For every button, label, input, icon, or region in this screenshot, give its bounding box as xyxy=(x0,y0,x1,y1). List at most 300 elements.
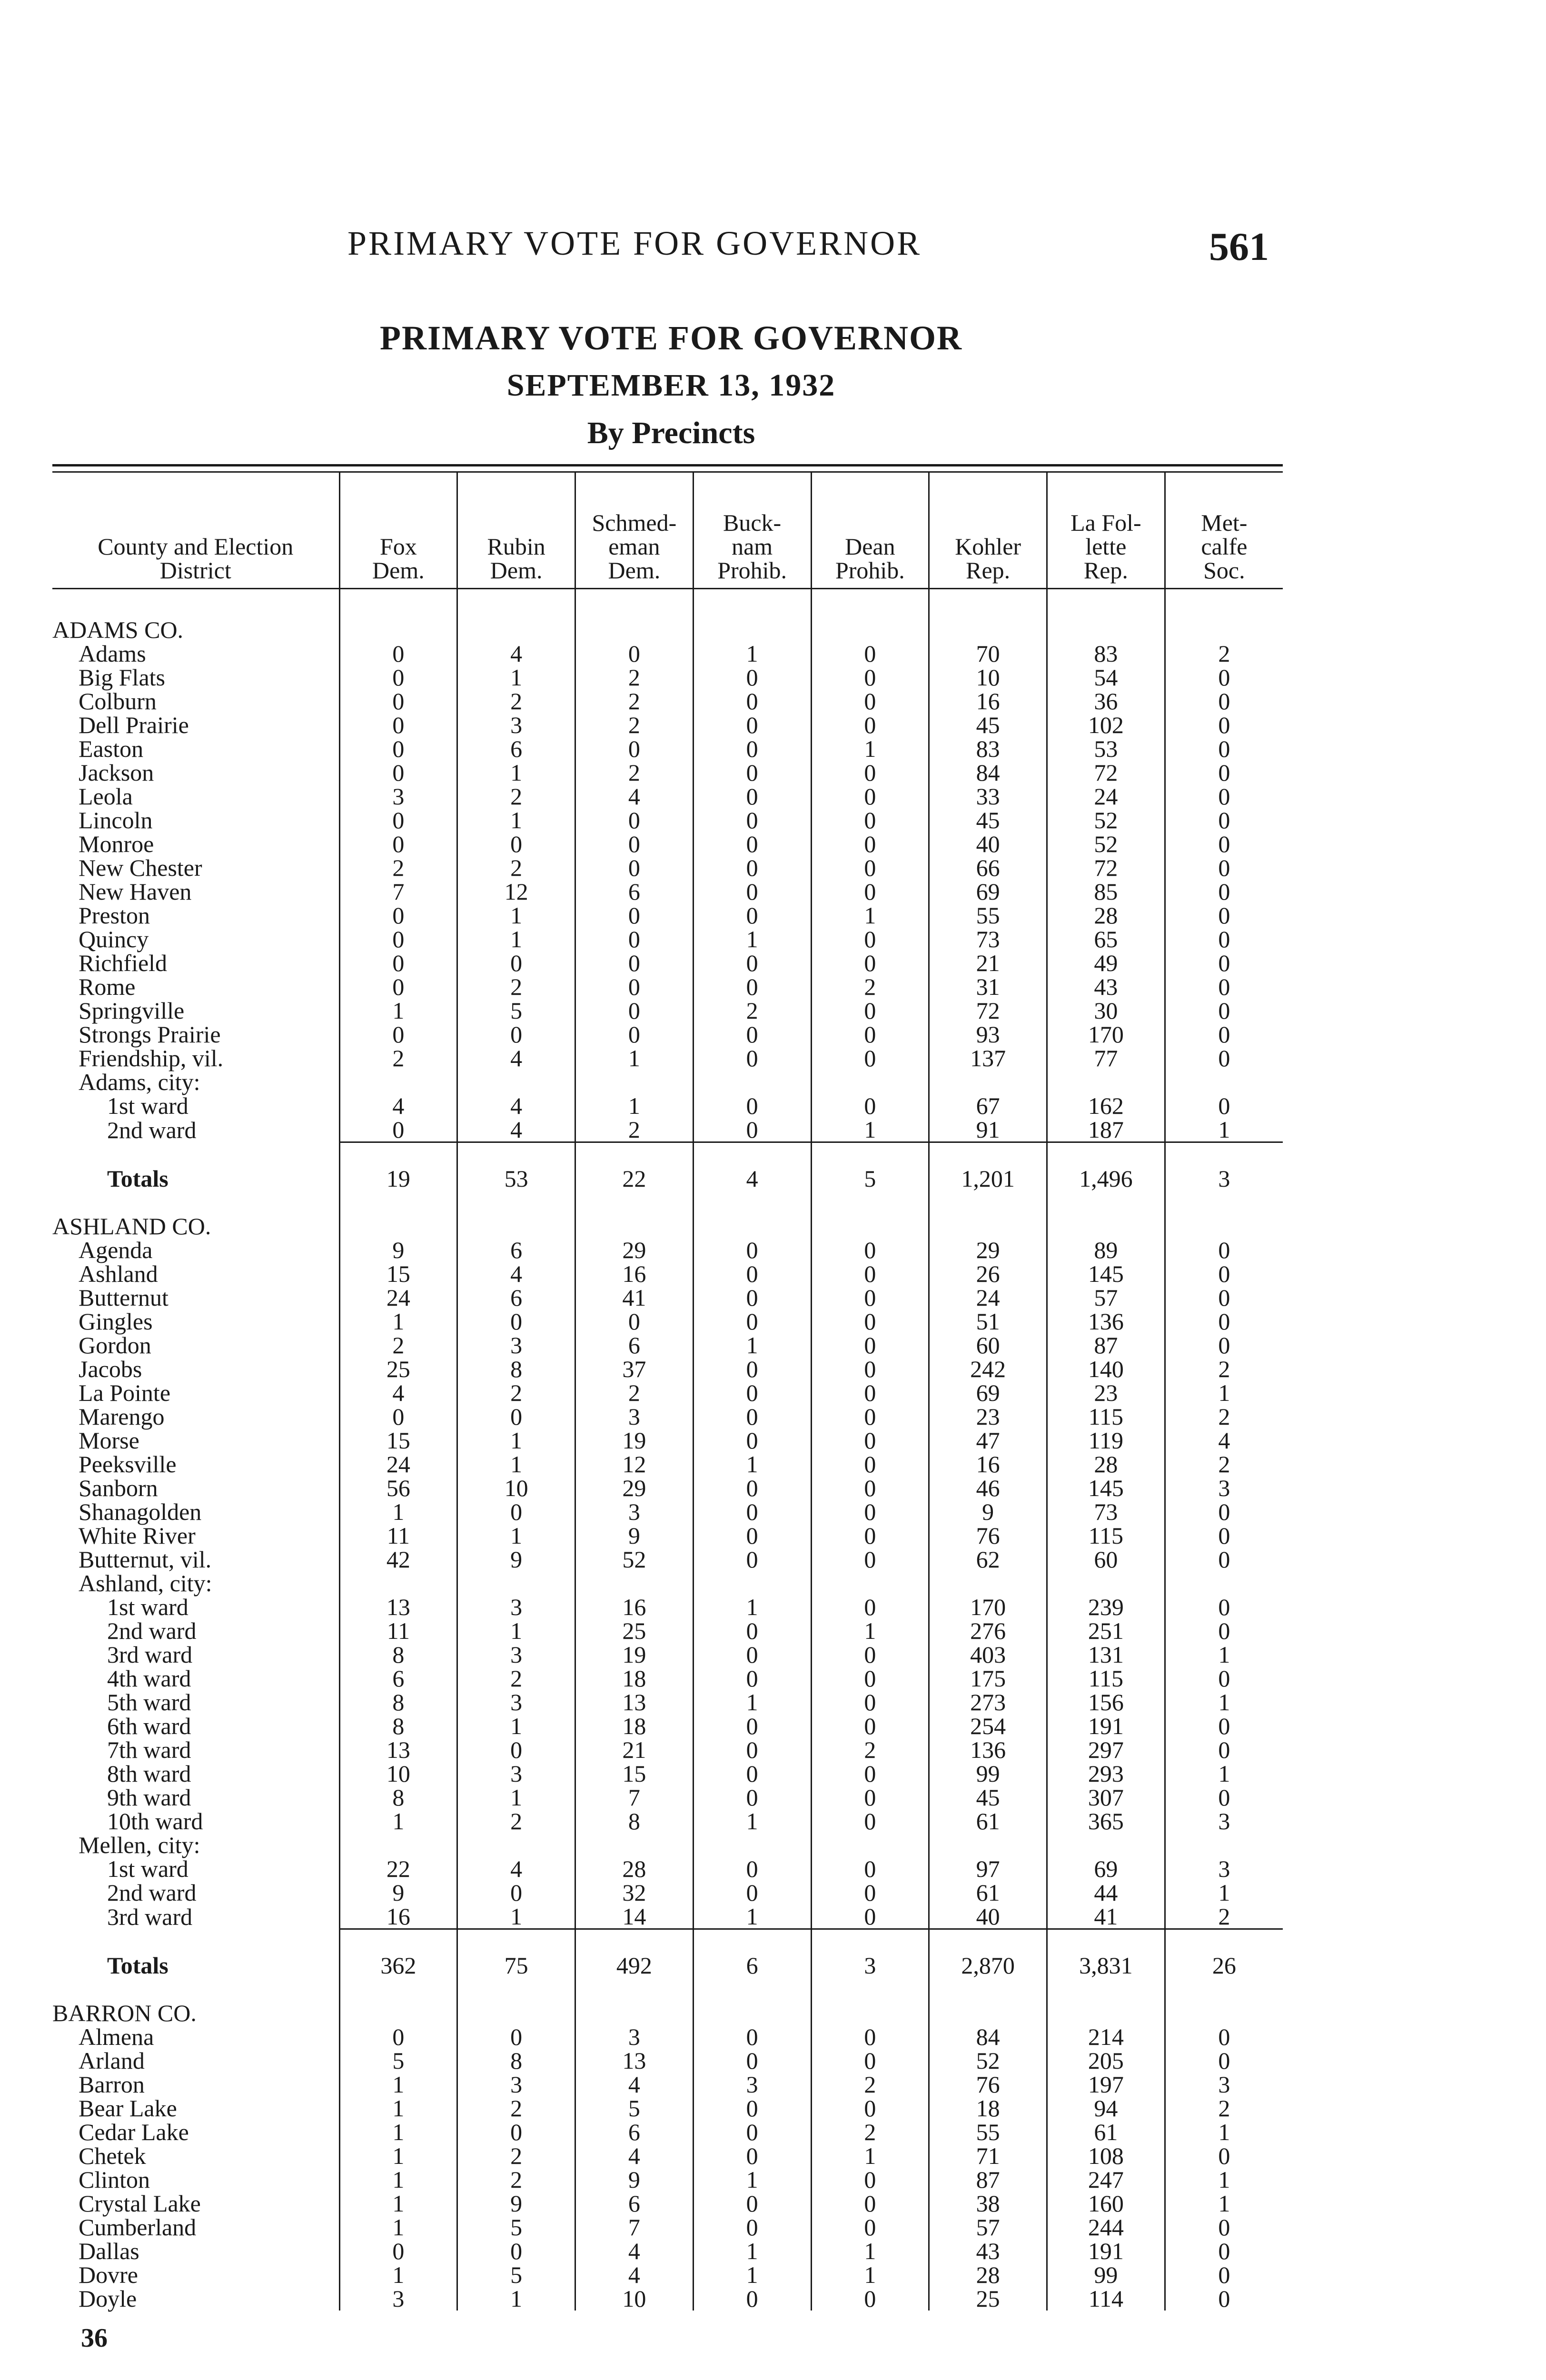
vote-cell: 72 xyxy=(1047,761,1165,784)
vote-cell xyxy=(1047,1833,1165,1857)
vote-cell: 0 xyxy=(693,1262,811,1286)
vote-cell: 13 xyxy=(339,1738,457,1762)
column-header-line: Dem. xyxy=(490,557,543,584)
vote-cell: 52 xyxy=(1047,808,1165,832)
vote-cell: 2 xyxy=(575,761,694,784)
vote-cell: 0 xyxy=(811,1524,929,1547)
table-row xyxy=(52,1809,1283,1833)
vote-cell: 0 xyxy=(811,1714,929,1738)
vote-cell: 170 xyxy=(929,1595,1047,1619)
vote-cell: 2,870 xyxy=(929,1949,1047,1982)
vote-cell: 8 xyxy=(457,1357,575,1381)
table-row xyxy=(52,999,1283,1022)
vote-cell: 28 xyxy=(1047,903,1165,927)
vote-cell: 0 xyxy=(693,1046,811,1070)
vote-cell: 57 xyxy=(929,2215,1047,2239)
vote-cell: 9 xyxy=(339,1881,457,1904)
vote-cell: 0 xyxy=(457,1738,575,1762)
vote-cell: 4 xyxy=(575,784,694,808)
vote-cell: 7 xyxy=(575,2215,694,2239)
table-row xyxy=(52,1714,1283,1738)
vote-cell xyxy=(575,618,694,642)
vote-cell xyxy=(339,1070,457,1094)
vote-cell: 140 xyxy=(1047,1357,1165,1381)
vote-cell: 4 xyxy=(457,1094,575,1118)
spacer-row xyxy=(52,589,1283,618)
district-name: Easton xyxy=(79,735,144,762)
vote-cell: 8 xyxy=(339,1714,457,1738)
vote-cell: 2 xyxy=(339,1333,457,1357)
vote-cell: 145 xyxy=(1047,1262,1165,1286)
vote-cell: 0 xyxy=(693,2096,811,2120)
vote-cell: 44 xyxy=(1047,1881,1165,1904)
vote-cell: 76 xyxy=(929,1524,1047,1547)
vote-cell: 16 xyxy=(929,689,1047,713)
vote-cell: 0 xyxy=(1165,689,1283,713)
vote-cell: 0 xyxy=(811,1476,929,1500)
running-title: PRIMARY VOTE FOR GOVERNOR xyxy=(347,224,922,262)
vote-cell: 162 xyxy=(1047,1094,1165,1118)
vote-cell: 75 xyxy=(457,1949,575,1982)
column-header-line: nam xyxy=(732,533,773,560)
spacer-row xyxy=(52,1929,1283,1949)
district-name: Gordon xyxy=(79,1332,151,1359)
district-name: Gingles xyxy=(79,1308,153,1335)
table-row xyxy=(52,1476,1283,1500)
table-row xyxy=(52,1643,1283,1666)
vote-cell: 1 xyxy=(693,2263,811,2287)
document-date: SEPTEMBER 13, 1932 xyxy=(506,368,836,403)
vote-cell: 14 xyxy=(575,1904,694,1929)
district-name: 3rd ward xyxy=(107,1641,193,1668)
vote-cell: 0 xyxy=(457,1405,575,1428)
vote-cell xyxy=(929,1571,1047,1595)
vote-cell: 0 xyxy=(339,642,457,665)
vote-cell: 84 xyxy=(929,761,1047,784)
vote-cell: 6 xyxy=(457,1238,575,1262)
table-row xyxy=(52,1666,1283,1690)
vote-cell: 102 xyxy=(1047,713,1165,737)
district-name: Crystal Lake xyxy=(79,2190,201,2217)
vote-cell: 1 xyxy=(811,1619,929,1643)
table-row xyxy=(52,2287,1283,2311)
vote-cell: 0 xyxy=(1165,1595,1283,1619)
vote-cell: 1 xyxy=(693,1333,811,1357)
vote-cell: 403 xyxy=(929,1643,1047,1666)
vote-cell: 0 xyxy=(1165,1714,1283,1738)
vote-cell: 0 xyxy=(339,713,457,737)
table-row xyxy=(52,1286,1283,1309)
vote-cell: 1 xyxy=(693,2239,811,2263)
vote-cell: 0 xyxy=(1165,832,1283,856)
vote-cell: 115 xyxy=(1047,1524,1165,1547)
vote-cell: 0 xyxy=(811,927,929,951)
vote-cell: 136 xyxy=(1047,1309,1165,1333)
vote-cell xyxy=(929,1214,1047,1238)
vote-cell: 145 xyxy=(1047,1476,1165,1500)
vote-cell: 119 xyxy=(1047,1428,1165,1452)
vote-cell: 0 xyxy=(693,1524,811,1547)
vote-cell: 97 xyxy=(929,1857,1047,1881)
vote-cell: 4 xyxy=(575,2263,694,2287)
vote-cell: 7 xyxy=(575,1785,694,1809)
column-header-candidate xyxy=(575,473,694,589)
vote-cell: 1 xyxy=(693,642,811,665)
vote-cell: 4 xyxy=(575,2073,694,2096)
vote-cell xyxy=(457,1833,575,1857)
vote-cell: 1 xyxy=(339,2096,457,2120)
vote-cell: 0 xyxy=(693,1738,811,1762)
table-row xyxy=(52,1881,1283,1904)
vote-cell: 1 xyxy=(811,737,929,761)
vote-cell xyxy=(693,1833,811,1857)
vote-cell: 0 xyxy=(693,737,811,761)
vote-cell: 9 xyxy=(457,1547,575,1571)
vote-cell: 4 xyxy=(457,1857,575,1881)
vote-cell: 191 xyxy=(1047,1714,1165,1738)
vote-cell: 214 xyxy=(1047,2025,1165,2049)
district-name: Richfield xyxy=(79,950,168,976)
table-row xyxy=(52,903,1283,927)
vote-cell xyxy=(693,1195,811,1214)
column-header-candidate xyxy=(693,473,811,589)
district-name: Morse xyxy=(79,1427,139,1454)
vote-cell: 0 xyxy=(339,951,457,975)
table-header-row xyxy=(52,473,1283,589)
vote-cell xyxy=(929,2001,1047,2025)
vote-cell xyxy=(457,2001,575,2025)
vote-cell xyxy=(1047,1982,1165,2001)
vote-cell: 137 xyxy=(929,1046,1047,1070)
vote-cell: 4 xyxy=(575,2144,694,2168)
vote-cell: 3 xyxy=(457,1595,575,1619)
vote-cell: 0 xyxy=(811,1904,929,1929)
vote-cell: 0 xyxy=(811,808,929,832)
vote-cell: 0 xyxy=(339,737,457,761)
vote-cell: 1 xyxy=(457,1524,575,1547)
vote-cell: 0 xyxy=(693,856,811,880)
vote-cell: 3 xyxy=(575,2025,694,2049)
vote-cell xyxy=(1047,589,1165,618)
vote-cell: 4 xyxy=(693,1162,811,1195)
vote-cell: 16 xyxy=(575,1262,694,1286)
vote-cell: 187 xyxy=(1047,1118,1165,1142)
table-row xyxy=(52,1785,1283,1809)
column-header-candidate xyxy=(929,473,1047,589)
vote-cell: 0 xyxy=(693,665,811,689)
vote-cell: 1 xyxy=(339,2120,457,2144)
vote-cell: 0 xyxy=(457,1500,575,1524)
vote-cell: 0 xyxy=(693,1286,811,1309)
district-name: New Haven xyxy=(79,878,192,905)
vote-cell: 1 xyxy=(1165,1690,1283,1714)
vote-cell xyxy=(1047,1214,1165,1238)
vote-cell xyxy=(575,1214,694,1238)
district-name: 1st ward xyxy=(107,1092,188,1119)
table-row xyxy=(52,665,1283,689)
vote-cell: 1 xyxy=(339,2073,457,2096)
vote-cell xyxy=(811,1929,929,1949)
vote-cell: 91 xyxy=(929,1118,1047,1142)
table-row xyxy=(52,1094,1283,1118)
vote-cell: 4 xyxy=(1165,1428,1283,1452)
vote-cell: 8 xyxy=(457,2049,575,2073)
table-row xyxy=(52,2215,1283,2239)
vote-cell: 67 xyxy=(929,1094,1047,1118)
vote-cell: 4 xyxy=(575,2239,694,2263)
vote-cell: 131 xyxy=(1047,1643,1165,1666)
vote-cell: 51 xyxy=(929,1309,1047,1333)
vote-cell: 0 xyxy=(811,1333,929,1357)
district-name: 4th ward xyxy=(107,1665,191,1692)
column-header-line: lette xyxy=(1085,533,1127,560)
table-row xyxy=(52,2049,1283,2073)
page-number: 561 xyxy=(1209,225,1269,269)
vote-cell: 0 xyxy=(693,1357,811,1381)
vote-cell: 0 xyxy=(1165,927,1283,951)
vote-cell: 0 xyxy=(1165,1022,1283,1046)
column-header-line: Dem. xyxy=(372,557,425,584)
vote-cell: 2 xyxy=(457,784,575,808)
county-header-row xyxy=(52,2001,1283,2025)
vote-cell: 22 xyxy=(339,1857,457,1881)
vote-cell: 0 xyxy=(457,1022,575,1046)
vote-cell: 0 xyxy=(693,1022,811,1046)
vote-cell: 307 xyxy=(1047,1785,1165,1809)
vote-cell: 0 xyxy=(693,1094,811,1118)
vote-cell: 0 xyxy=(811,1094,929,1118)
vote-cell: 0 xyxy=(1165,2239,1283,2263)
vote-cell: 0 xyxy=(693,2025,811,2049)
vote-cell xyxy=(811,589,929,618)
vote-cell: 8 xyxy=(339,1690,457,1714)
vote-cell: 5 xyxy=(457,999,575,1022)
vote-cell: 0 xyxy=(811,1881,929,1904)
vote-cell: 1 xyxy=(693,1690,811,1714)
vote-cell: 13 xyxy=(575,1690,694,1714)
vote-cell: 60 xyxy=(1047,1547,1165,1571)
vote-cell: 53 xyxy=(457,1162,575,1195)
table-row xyxy=(52,1833,1283,1857)
vote-cell: 2 xyxy=(811,2073,929,2096)
vote-cell xyxy=(811,1195,929,1214)
vote-cell: 0 xyxy=(811,2215,929,2239)
district-name: Arland xyxy=(79,2047,145,2074)
vote-cell: 18 xyxy=(575,1714,694,1738)
vote-cell: 0 xyxy=(811,880,929,903)
table-row xyxy=(52,1595,1283,1619)
district-name: Almena xyxy=(79,2023,154,2050)
vote-cell: 0 xyxy=(811,1238,929,1262)
vote-cell: 1 xyxy=(811,2263,929,2287)
vote-cell: 8 xyxy=(575,1809,694,1833)
spacer-row xyxy=(52,1142,1283,1162)
vote-cell: 31 xyxy=(929,975,1047,999)
vote-cell: 1 xyxy=(693,1904,811,1929)
vote-cell: 46 xyxy=(929,1476,1047,1500)
district-name: New Chester xyxy=(79,854,202,881)
table-row xyxy=(52,1904,1283,1929)
vote-cell: 0 xyxy=(1165,856,1283,880)
vote-cell: 0 xyxy=(693,1118,811,1142)
table-row xyxy=(52,2263,1283,2287)
vote-cell: 0 xyxy=(457,1881,575,1904)
district-name: Strongs Prairie xyxy=(79,1021,221,1048)
district-name: Cedar Lake xyxy=(79,2119,189,2145)
table-row xyxy=(52,2025,1283,2049)
vote-cell: 6 xyxy=(339,1666,457,1690)
vote-cell xyxy=(1165,618,1283,642)
vote-cell: 28 xyxy=(1047,1452,1165,1476)
vote-cell: 72 xyxy=(1047,856,1165,880)
vote-cell: 0 xyxy=(575,856,694,880)
vote-cell: 45 xyxy=(929,1785,1047,1809)
vote-cell: 0 xyxy=(693,1785,811,1809)
vote-cell: 242 xyxy=(929,1357,1047,1381)
vote-cell xyxy=(929,1929,1047,1949)
vote-cell xyxy=(1165,1142,1283,1162)
vote-cell xyxy=(693,618,811,642)
vote-cell: 6 xyxy=(575,880,694,903)
vote-cell: 1 xyxy=(693,2168,811,2192)
vote-cell: 1 xyxy=(1165,2192,1283,2215)
vote-cell: 0 xyxy=(811,1785,929,1809)
district-name: 1st ward xyxy=(107,1594,188,1620)
vote-cell: 0 xyxy=(1165,1286,1283,1309)
vote-cell xyxy=(1047,1571,1165,1595)
district-name: Monroe xyxy=(79,831,154,857)
vote-cell: 1 xyxy=(1165,2120,1283,2144)
vote-cell: 1 xyxy=(457,1619,575,1643)
district-name: Springville xyxy=(79,997,185,1024)
vote-cell: 1 xyxy=(339,1309,457,1333)
vote-cell: 83 xyxy=(929,737,1047,761)
vote-cell: 3 xyxy=(1165,1162,1283,1195)
vote-cell: 239 xyxy=(1047,1595,1165,1619)
vote-cell: 1 xyxy=(457,927,575,951)
vote-cell: 99 xyxy=(929,1762,1047,1785)
district-name: 8th ward xyxy=(107,1760,191,1787)
district-name: ADAMS CO. xyxy=(52,616,184,643)
vote-cell: 0 xyxy=(693,1643,811,1666)
vote-cell: 0 xyxy=(693,903,811,927)
vote-cell: 11 xyxy=(339,1524,457,1547)
vote-cell: 1 xyxy=(457,1904,575,1929)
vote-cell: 0 xyxy=(811,1690,929,1714)
vote-cell: 12 xyxy=(575,1452,694,1476)
vote-cell: 0 xyxy=(1165,1738,1283,1762)
table-row xyxy=(52,1381,1283,1405)
vote-cell: 0 xyxy=(1165,1262,1283,1286)
vote-cell: 2 xyxy=(1165,2096,1283,2120)
table-row xyxy=(52,1738,1283,1762)
vote-cell: 0 xyxy=(693,1666,811,1690)
vote-cell: 70 xyxy=(929,642,1047,665)
district-name: Totals xyxy=(107,1952,168,1979)
vote-cell: 18 xyxy=(929,2096,1047,2120)
vote-cell: 1 xyxy=(457,1452,575,1476)
vote-cell xyxy=(1047,1929,1165,1949)
vote-cell xyxy=(929,1833,1047,1857)
vote-cell: 0 xyxy=(575,927,694,951)
vote-cell: 24 xyxy=(1047,784,1165,808)
vote-cell: 0 xyxy=(457,1309,575,1333)
vote-cell: 6 xyxy=(575,2120,694,2144)
vote-cell: 1 xyxy=(693,927,811,951)
vote-cell xyxy=(339,1142,457,1162)
district-name: Ashland xyxy=(79,1260,158,1287)
district-name: Butternut, vil. xyxy=(79,1546,212,1573)
vote-cell: 9 xyxy=(457,2192,575,2215)
vote-cell: 0 xyxy=(811,2192,929,2215)
column-header-line: Schmed- xyxy=(592,509,677,536)
vote-cell: 0 xyxy=(575,642,694,665)
vote-cell: 1 xyxy=(575,1094,694,1118)
district-name: Jackson xyxy=(79,759,154,786)
vote-cell: 0 xyxy=(693,1500,811,1524)
vote-cell: 52 xyxy=(1047,832,1165,856)
district-name: Rome xyxy=(79,973,136,1000)
vote-cell: 3 xyxy=(457,1333,575,1357)
vote-cell: 2 xyxy=(575,1381,694,1405)
vote-cell: 2 xyxy=(457,1381,575,1405)
county-header-row xyxy=(52,1214,1283,1238)
vote-cell: 94 xyxy=(1047,2096,1165,2120)
vote-cell: 0 xyxy=(811,1357,929,1381)
vote-cell xyxy=(811,1982,929,2001)
vote-cell: 8 xyxy=(339,1785,457,1809)
vote-cell: 4 xyxy=(457,1262,575,1286)
top-rule-thick xyxy=(52,464,1283,466)
vote-cell: 0 xyxy=(339,689,457,713)
table-row xyxy=(52,761,1283,784)
vote-cell: 2 xyxy=(1165,1452,1283,1476)
vote-cell xyxy=(575,2001,694,2025)
vote-cell: 2 xyxy=(575,689,694,713)
vote-cell xyxy=(339,618,457,642)
vote-cell xyxy=(575,1571,694,1595)
vote-cell: 61 xyxy=(929,1881,1047,1904)
vote-cell: 69 xyxy=(929,1381,1047,1405)
running-head xyxy=(0,224,1546,276)
vote-cell: 2 xyxy=(811,975,929,999)
district-name: Marengo xyxy=(79,1403,165,1430)
column-header-candidate xyxy=(457,473,575,589)
vote-cell: 41 xyxy=(1047,1904,1165,1929)
vote-cell: 2 xyxy=(457,975,575,999)
table-row xyxy=(52,1022,1283,1046)
vote-cell: 0 xyxy=(575,951,694,975)
vote-cell: 1 xyxy=(811,1118,929,1142)
vote-table-container xyxy=(52,464,1283,2311)
vote-cell: 0 xyxy=(811,1381,929,1405)
vote-cell xyxy=(339,2001,457,2025)
vote-cell: 0 xyxy=(811,713,929,737)
vote-cell: 13 xyxy=(339,1595,457,1619)
table-body xyxy=(52,589,1283,2311)
table-row xyxy=(52,975,1283,999)
vote-cell: 10 xyxy=(457,1476,575,1500)
vote-cell: 32 xyxy=(575,1881,694,1904)
vote-cell: 45 xyxy=(929,808,1047,832)
vote-cell: 0 xyxy=(811,1309,929,1333)
vote-cell: 15 xyxy=(339,1428,457,1452)
vote-cell xyxy=(575,1929,694,1949)
table-row xyxy=(52,856,1283,880)
vote-cell: 61 xyxy=(929,1809,1047,1833)
district-name: Totals xyxy=(107,1165,168,1192)
district-name xyxy=(52,1929,339,1949)
